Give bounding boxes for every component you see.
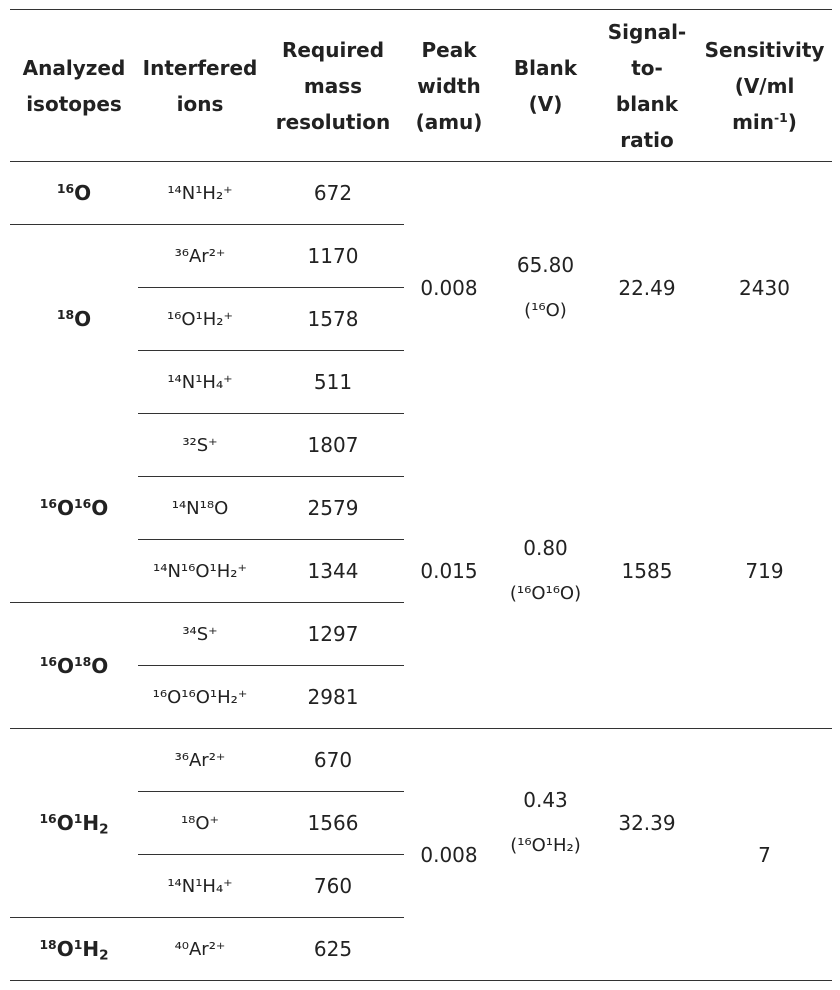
resolution-cell: 1344 xyxy=(262,540,404,603)
isotope-interference-table xyxy=(10,9,832,981)
table-row xyxy=(10,729,832,792)
ion-cell: ³⁴S⁺ xyxy=(138,603,262,666)
header-required-mass-resolution: Required mass resolution xyxy=(262,10,404,162)
isotope-cell: $^{16}$O xyxy=(10,162,138,225)
ion-cell: ¹⁴N¹H₂⁺ xyxy=(138,162,262,225)
ion-cell: ¹⁴N¹⁸O xyxy=(138,477,262,540)
blank-cell: 65.80 (¹⁶O) xyxy=(516,252,575,321)
header-sensitivity: Sensitivity (V/ml $\min^{-1}$) xyxy=(697,10,832,162)
header-blank: Blank (V) xyxy=(494,10,597,162)
sensitivity-cell: 719 xyxy=(697,414,832,729)
ion-cell: ¹⁶O¹H₂⁺ xyxy=(138,288,262,351)
resolution-cell: 1297 xyxy=(262,603,404,666)
ion-cell: ³⁶Ar²⁺ xyxy=(138,729,262,792)
resolution-cell: 672 xyxy=(262,162,404,225)
ion-cell: ¹⁴N¹H₄⁺ xyxy=(138,855,262,918)
resolution-cell: 2579 xyxy=(262,477,404,540)
ion-cell: ¹⁶O¹⁶O¹H₂⁺ xyxy=(138,666,262,729)
header-row xyxy=(10,10,832,162)
resolution-cell: 2981 xyxy=(262,666,404,729)
ratio-cell: 32.39 xyxy=(618,811,676,836)
ion-cell: ⁴⁰Ar²⁺ xyxy=(138,918,262,981)
resolution-cell: 1578 xyxy=(262,288,404,351)
resolution-cell: 1170 xyxy=(262,225,404,288)
ion-cell: ³²S⁺ xyxy=(138,414,262,477)
header-interfered-ions: Interfered ions xyxy=(138,10,262,162)
ion-cell: ¹⁴N¹H₄⁺ xyxy=(138,351,262,414)
ratio-cell-empty xyxy=(597,918,697,981)
resolution-cell: 760 xyxy=(262,855,404,918)
isotope-cell: $^{16}O^{18}O$ xyxy=(10,603,138,729)
isotope-cell: $^{18}O^1H_2$ xyxy=(10,918,138,981)
blank-cell: 0.80 (¹⁶O¹⁶O) xyxy=(494,414,597,729)
blank-cell-empty xyxy=(494,918,597,981)
sensitivity-cell: 7 xyxy=(697,729,832,981)
ratio-cell: 22.49 xyxy=(618,275,676,300)
header-analyzed-isotopes: Analyzed isotopes xyxy=(10,10,138,162)
peak-width-cell: 0.015 xyxy=(404,414,494,729)
peak-width-cell: 0.008 xyxy=(420,275,478,300)
ion-cell: ³⁶Ar²⁺ xyxy=(138,225,262,288)
table-row xyxy=(10,414,832,477)
isotope-cell: $^{18}$O xyxy=(56,307,92,332)
table-row xyxy=(10,162,832,225)
sensitivity-cell: 2430 xyxy=(739,275,790,300)
ion-cell: ¹⁴N¹⁶O¹H₂⁺ xyxy=(138,540,262,603)
ratio-cell: 1585 xyxy=(597,414,697,729)
peak-width-cell: 0.008 xyxy=(404,729,494,981)
resolution-cell: 511 xyxy=(262,351,404,414)
isotope-cell: $^{16}O^{16}O$ xyxy=(10,414,138,603)
ion-cell: ¹⁸O⁺ xyxy=(138,792,262,855)
header-signal-to-blank-ratio: Signal- to- blank ratio xyxy=(597,10,697,162)
blank-cell: 0.43 (¹⁶O¹H₂) xyxy=(510,788,581,857)
header-peak-width: Peak width (amu) xyxy=(404,10,494,162)
resolution-cell: 1807 xyxy=(262,414,404,477)
isotope-cell: $^{16}O^1H_2$ xyxy=(10,729,138,918)
resolution-cell: 1566 xyxy=(262,792,404,855)
resolution-cell: 625 xyxy=(262,918,404,981)
resolution-cell: 670 xyxy=(262,729,404,792)
